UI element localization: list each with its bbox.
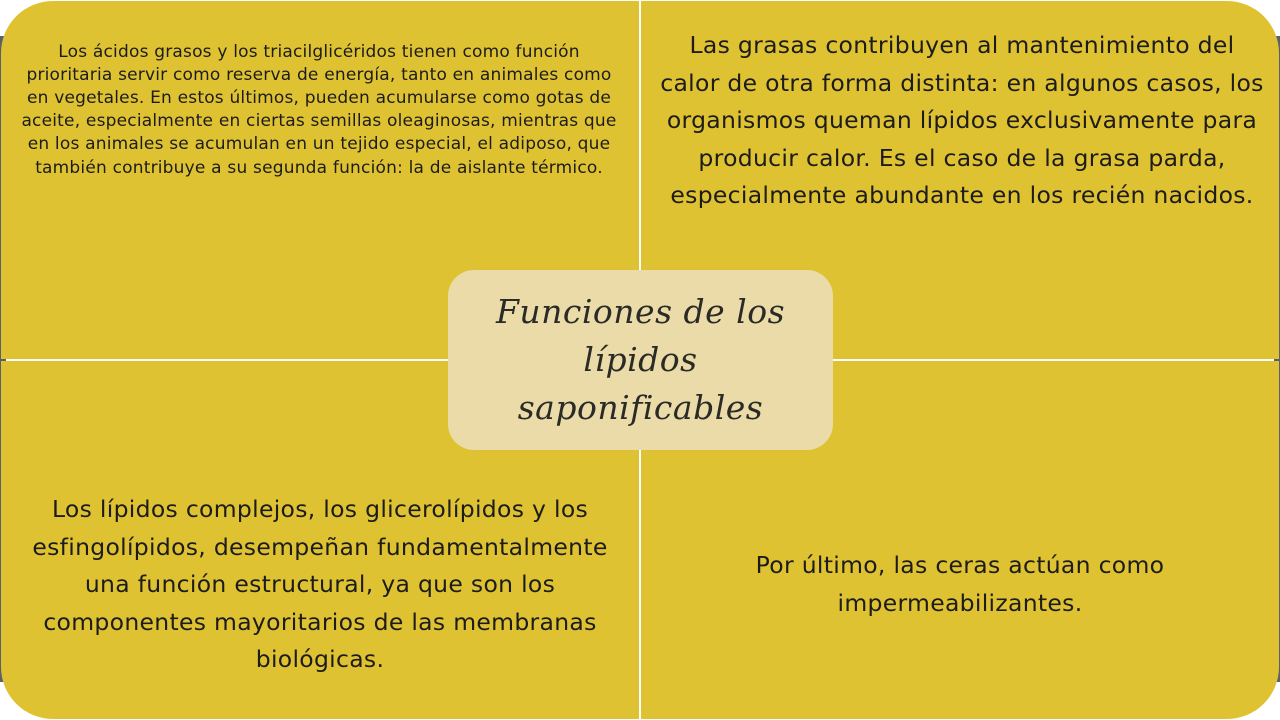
quadrant-bottom-left-text: Los lípidos complejos, los glicerolípidos y los esfingolípidos, desempeñan fundamentalmente una función estructural, ya que son los componentes mayoritarios de las membranas biológicas. bbox=[32, 495, 608, 674]
quadrant-top-right-text: Las grasas contribuyen al mantenimiento del calor de otra forma distinta: en algunos casos, los organismos queman lípidos exclusivamente para producir calor. Es el caso de la grasa parda, especialmente abundante en los recién nacidos. bbox=[660, 31, 1264, 210]
quadrant-top-left-text: Los ácidos grasos y los triacilglicéridos tienen como función prioritaria servir como reserva de energía, tanto en animales como en vegetales. En estos últimos, pueden acumularse como gotas de aceite, especialmente en ciertas semillas oleaginosas, mientras que en los animales se acumulan en un tejido especial, el adiposo, que también contribuye a su segunda función: la de aislante térmico. bbox=[21, 42, 617, 178]
center-title: Funciones de los lípidos saponificables bbox=[495, 292, 785, 427]
center-title-box bbox=[448, 270, 833, 450]
quadrant-bottom-right-text: Por último, las ceras actúan como impermeabilizantes. bbox=[755, 551, 1165, 617]
